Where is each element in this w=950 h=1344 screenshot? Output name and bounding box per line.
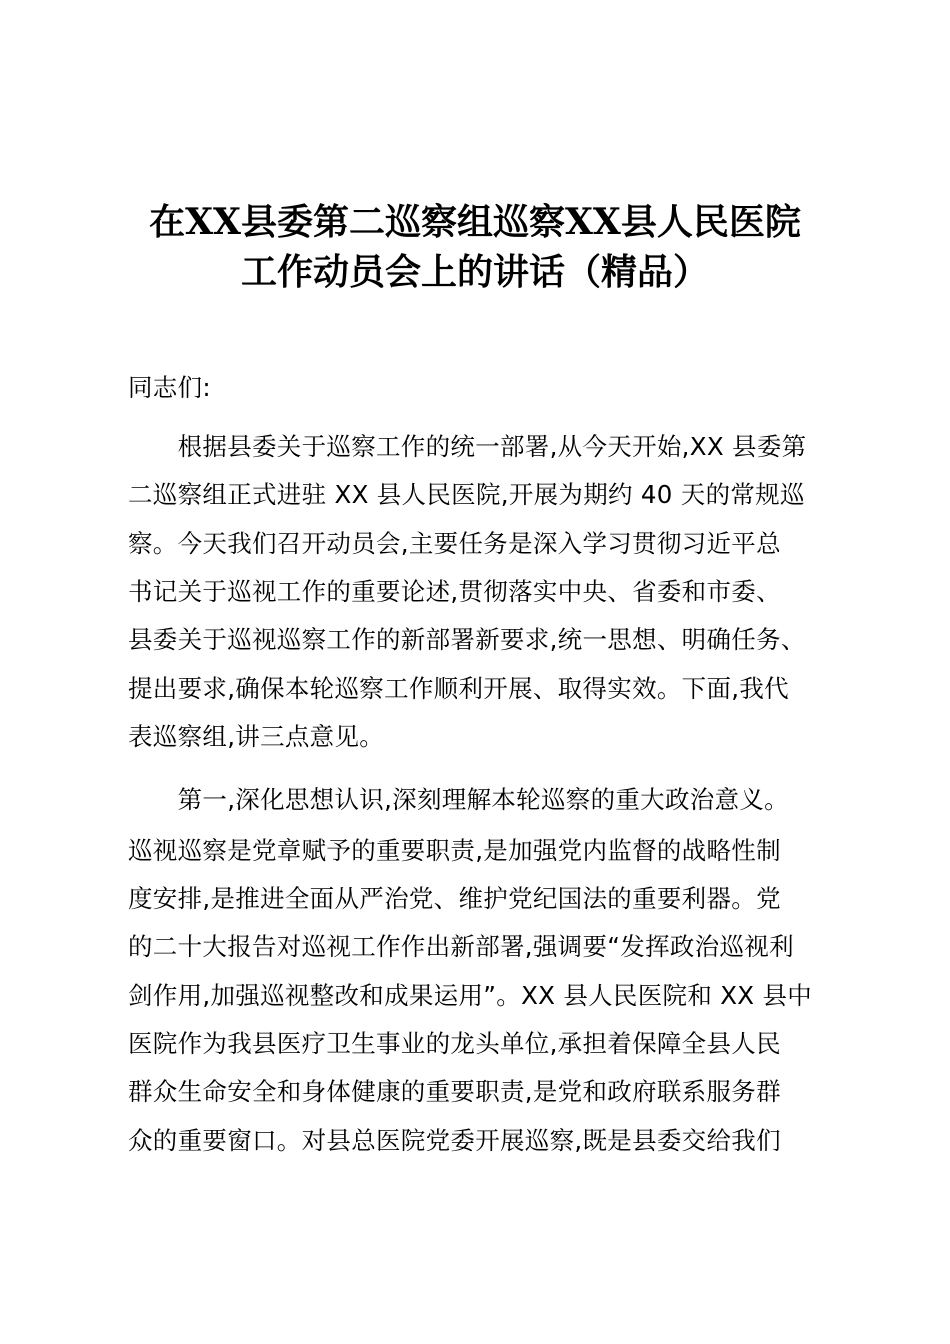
text-line: 书记关于巡视工作的重要论述,贯彻落实中央、省委和市委、 — [128, 577, 781, 606]
text-line: 的二十大报告对巡视工作作出新部署,强调要“发挥政治巡视利 — [128, 932, 794, 961]
salutation: 同志们: — [128, 373, 211, 402]
text-line: 察。今天我们召开动员会,主要任务是深入学习贯彻习近平总 — [128, 529, 781, 558]
text-line: 二巡察组正式进驻 XX 县人民医院,开展为期约 40 天的常规巡 — [128, 480, 805, 509]
document-title-line-2: 工作动员会上的讲话（精品） — [240, 251, 709, 293]
text-line: 县委关于巡视巡察工作的新部署新要求,统一思想、明确任务、 — [128, 625, 806, 654]
text-line: 剑作用,加强巡视整改和成果运用”。XX 县人民医院和 XX 县中 — [128, 981, 813, 1010]
text-line: 度安排,是推进全面从严治党、维护党纪国法的重要利器。党 — [128, 884, 781, 913]
text-line: 众的重要窗口。对县总医院党委开展巡察,既是县委交给我们 — [128, 1126, 781, 1155]
document-title-line-1: 在XX县委第二巡察组巡察XX县人民医院 — [149, 201, 801, 243]
text-line: 表巡察组,讲三点意见。 — [128, 722, 385, 751]
text-line: 医院作为我县医疗卫生事业的龙头单位,承担着保障全县人民 — [128, 1029, 781, 1058]
text-line: 根据县委关于巡察工作的统一部署,从今天开始,XX 县委第 — [128, 432, 807, 461]
text-line: 提出要求,确保本轮巡察工作顺利开展、取得实效。下面,我代 — [128, 674, 789, 703]
text-line: 群众生命安全和身体健康的重要职责,是党和政府联系服务群 — [128, 1077, 781, 1106]
text-line: 巡视巡察是党章赋予的重要职责,是加强党内监督的战略性制 — [128, 836, 781, 865]
text-line: 第一,深化思想认识,深刻理解本轮巡察的重大政治意义。 — [128, 785, 789, 814]
